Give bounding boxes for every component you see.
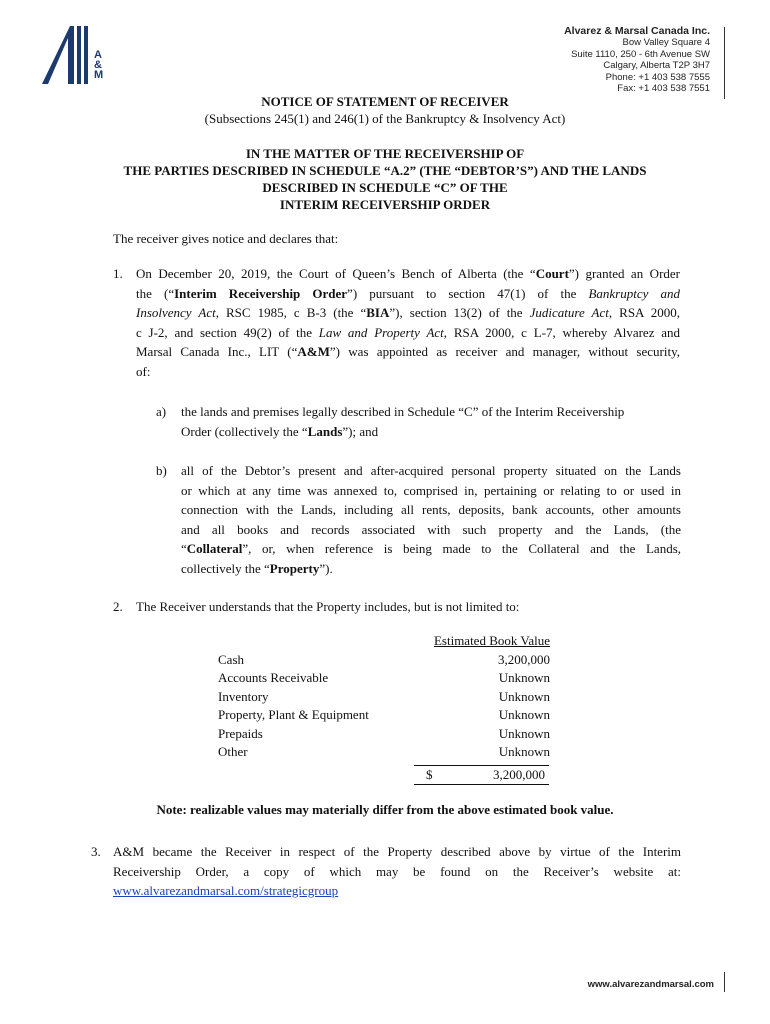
item-2-text: The Receiver understands that the Property includes, but is not limited to: bbox=[136, 599, 520, 614]
receiver-website-link[interactable]: www.alvarezandmarsal.com/strategicgroup bbox=[113, 883, 339, 898]
intro-text: The receiver gives notice and declares that: bbox=[113, 231, 339, 246]
footer-divider bbox=[724, 972, 725, 992]
company-logo bbox=[40, 24, 112, 86]
address-line: Fax: +1 403 538 7551 bbox=[617, 83, 710, 95]
table-row: Prepaids Unknown bbox=[218, 725, 550, 741]
table-total-row bbox=[414, 765, 549, 785]
item-3-text: A&M became the Receiver in respect of the Property described above by virtue of the Interim Receivership Order, a copy of which may be found on the Receiver’s website at: www.alvarezandmarsal.com/strategicgroup bbox=[113, 844, 681, 898]
assets-table bbox=[218, 632, 558, 782]
sub-item-letter: b) bbox=[156, 463, 167, 478]
logo-text: A & M bbox=[94, 49, 104, 81]
address-line: Suite 1110, 250 - 6th Avenue SW bbox=[571, 48, 710, 60]
sub-item-letter: a) bbox=[156, 404, 167, 419]
matter-line: DESCRIBED IN SCHEDULE “C” OF THE bbox=[262, 180, 508, 195]
total-value: 3,200,000 bbox=[493, 767, 545, 782]
table-row: Inventory Unknown bbox=[218, 688, 550, 704]
table-row: Property, Plant & Equipment Unknown bbox=[218, 707, 550, 722]
company-address-block bbox=[564, 26, 710, 94]
currency-symbol: $ bbox=[426, 767, 433, 782]
matter-line: INTERIM RECEIVERSHIP ORDER bbox=[279, 197, 491, 212]
sub-item-b-text: all of the Debtor’s present and after-acquired personal property situated on the Lands or which at any time was annexed to, comprised in, pertaining or relating to or used in connection with the Lands, including all rents, deposits, bank accounts, other amounts and all books and records associated with such property and the Lands, (the “Collateral”, or, when reference is being made to the Collateral and the Lands, collectively the “Property”). bbox=[181, 463, 681, 576]
company-name: Alvarez & Marsal Canada Inc. bbox=[564, 25, 710, 37]
item-number: 2. bbox=[113, 599, 123, 614]
item-number: 3. bbox=[91, 844, 101, 859]
footer-website: www.alvarezandmarsal.com bbox=[587, 979, 714, 990]
item-1-text: On December 20, 2019, the Court of Queen’s Bench of Alberta (the “Court”) granted an Order the (“Interim Receivership Order”) pursuant to section 47(1) of the Bankruptcy and Insolvency Act, RSC 1985, c B-3 (the “BIA”), section 13(2) of the Judicature Act, RSA 2000, c J-2, and section 49(2) of the Law and Property Act, RSA 2000, c L-7, whereby Alvarez and Marsal Canada Inc., LIT (“A&M”) was appointed as receiver and manager, without security, of: bbox=[136, 266, 681, 379]
address-line: Calgary, Alberta T2P 3H7 bbox=[603, 60, 710, 72]
table-row: Cash 3,200,000 bbox=[218, 651, 550, 667]
table-row: Accounts Receivable Unknown bbox=[218, 670, 550, 685]
sub-item-a-text: the lands and premises legally described in Schedule “C” of the Interim Receivership Order (collectively the “Lands”); and bbox=[181, 404, 625, 439]
table-row: Other Unknown bbox=[218, 744, 550, 759]
header-divider bbox=[724, 27, 725, 99]
document-title: NOTICE OF STATEMENT OF RECEIVER bbox=[261, 94, 509, 109]
matter-line: THE PARTIES DESCRIBED IN SCHEDULE “A.2” (THE “DEBTOR’S”) AND THE LANDS bbox=[123, 163, 647, 178]
item-number: 1. bbox=[113, 266, 123, 281]
address-line: Phone: +1 403 538 7555 bbox=[605, 71, 710, 83]
logo-mark-icon bbox=[40, 24, 96, 86]
address-line: Bow Valley Square 4 bbox=[622, 37, 710, 49]
document-subtitle: (Subsections 245(1) and 246(1) of the Bankruptcy & Insolvency Act) bbox=[204, 111, 566, 126]
table-header: Estimated Book Value bbox=[433, 633, 550, 648]
matter-line: IN THE MATTER OF THE RECEIVERSHIP OF bbox=[245, 146, 525, 161]
valuation-note: Note: realizable values may materially differ from the above estimated book value. bbox=[156, 802, 614, 817]
